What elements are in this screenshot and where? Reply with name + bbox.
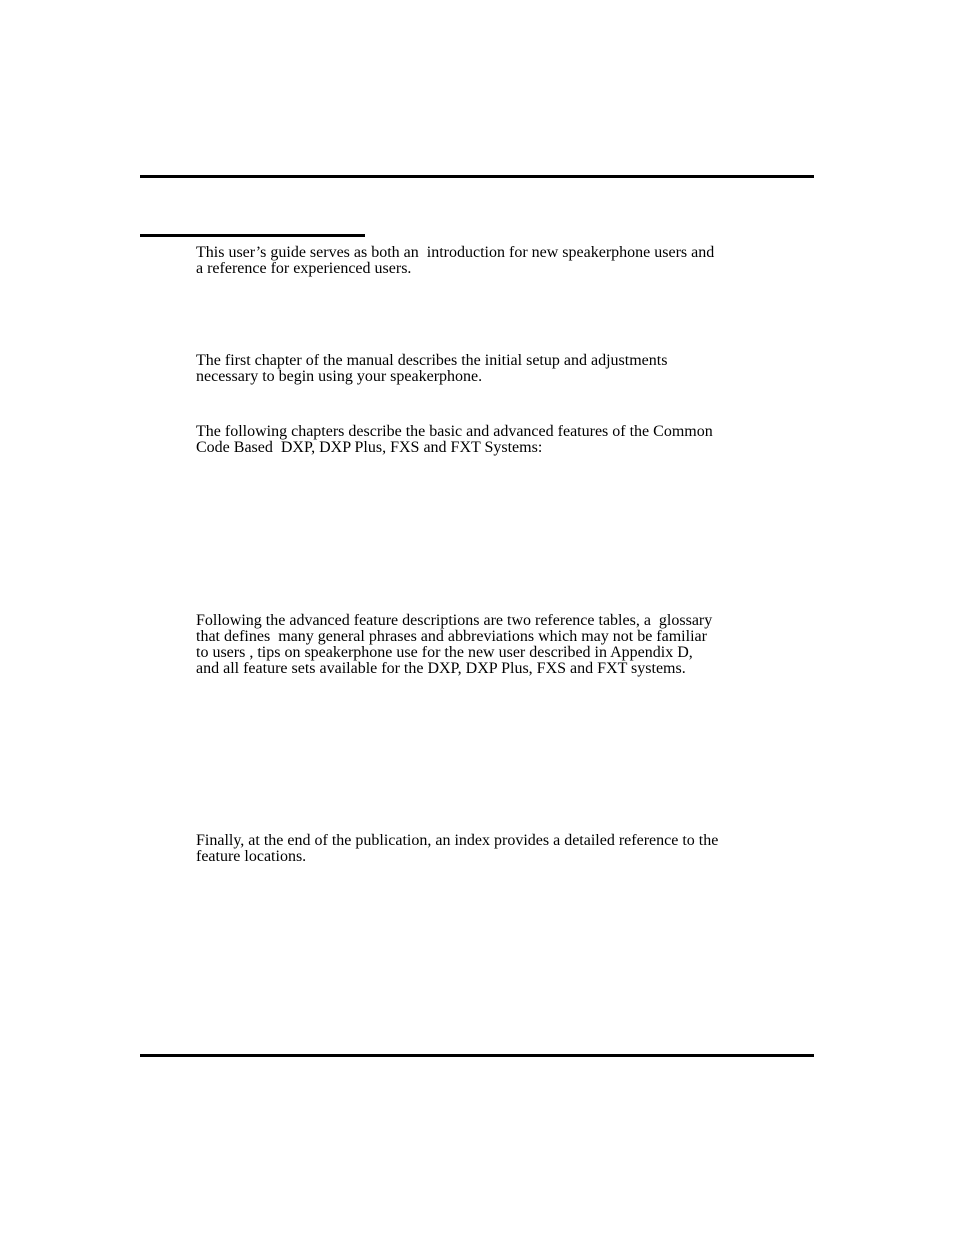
text-line: Following the advanced feature descriptions are two reference tables, a glossary — [196, 612, 713, 629]
section-heading-rule — [140, 234, 365, 237]
text-line: The following chapters describe the basic and advanced features of the Common — [196, 423, 713, 440]
text-line: feature locations. — [196, 848, 307, 865]
text-line: to users , tips on speakerphone use for the new user described in Appendix D, — [196, 644, 693, 661]
bottom-horizontal-rule — [140, 1054, 814, 1057]
text-line: This user’s guide serves as both an introduction for new speakerphone users and — [196, 244, 715, 261]
text-line: and all feature sets available for the DXP, DXP Plus, FXS and FXT systems. — [196, 660, 686, 677]
reference-tables-paragraph — [196, 613, 766, 677]
index-paragraph — [196, 833, 766, 865]
text-line: a reference for experienced users. — [196, 260, 412, 277]
text-line: necessary to begin using your speakerphone. — [196, 368, 483, 385]
text-line: Code Based DXP, DXP Plus, FXS and FXT Systems: — [196, 439, 543, 456]
text-line: that defines many general phrases and abbreviations which may not be familiar — [196, 628, 707, 645]
first-chapter-paragraph — [196, 353, 766, 385]
intro-paragraph — [196, 245, 766, 277]
text-line: Finally, at the end of the publication, an index provides a detailed reference to the — [196, 832, 719, 849]
text-line: The first chapter of the manual describes the initial setup and adjustments — [196, 352, 668, 369]
top-horizontal-rule — [140, 175, 814, 178]
following-chapters-paragraph — [196, 424, 766, 456]
